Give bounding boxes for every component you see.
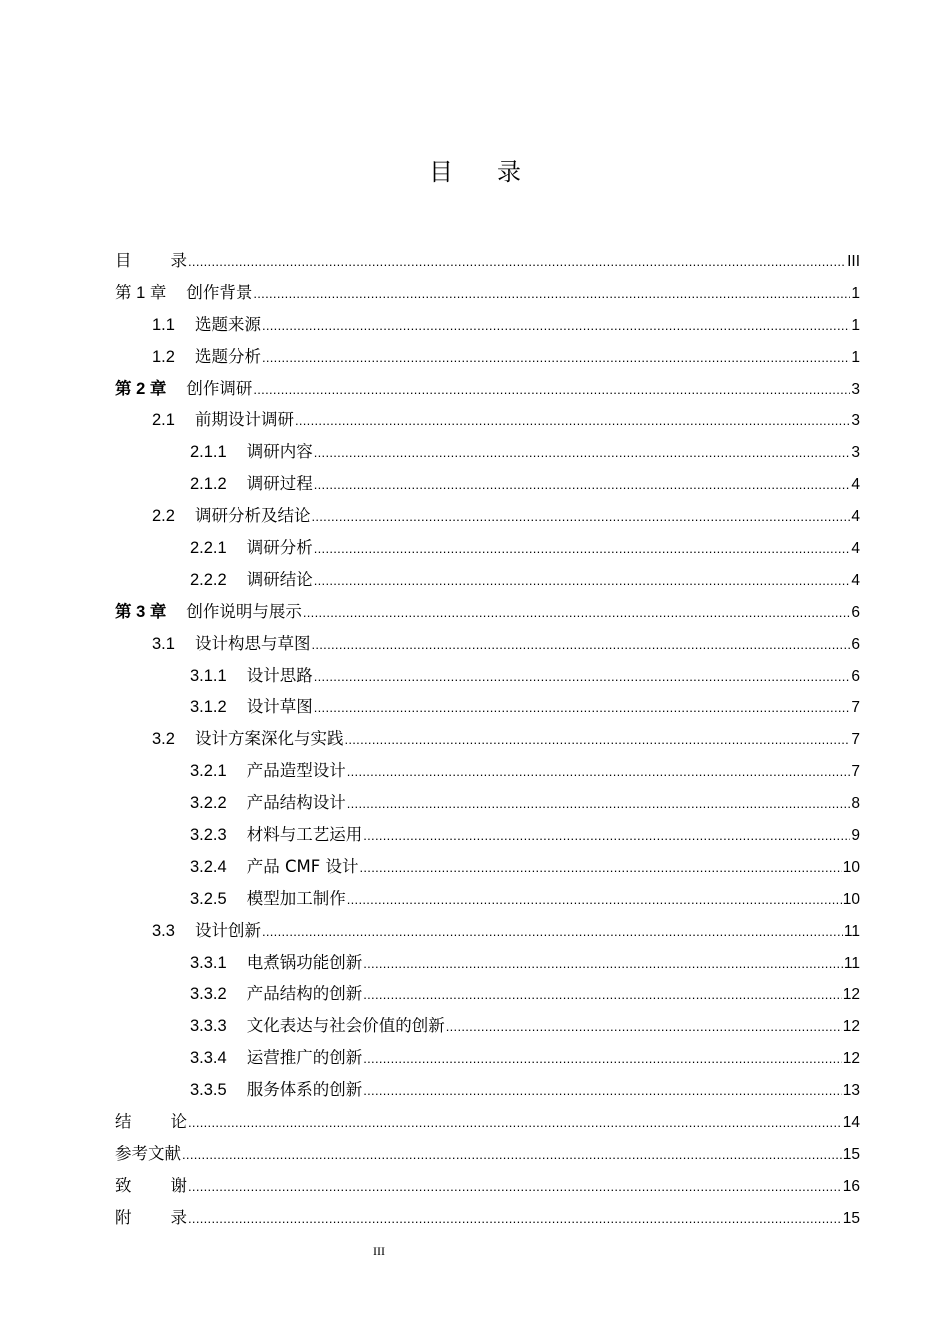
toc-dot-leader [314, 661, 851, 693]
toc-entry-number: 3.2.1 [190, 762, 227, 781]
toc-entry-label: 模型加工制作 [246, 888, 346, 908]
toc-entry[interactable] [115, 564, 860, 596]
toc-entry-number: 2.2.1 [190, 539, 227, 558]
toc-dot-leader [363, 1075, 842, 1107]
toc-entry-number: 3.2.3 [190, 826, 227, 845]
toc-entry-label: 调研结论 [246, 569, 313, 589]
toc-entry-label: 产品结构设计 [246, 793, 346, 813]
toc-entry-label: 文化表达与社会价值的创新 [246, 1016, 445, 1036]
toc-entry-number: 3.3.1 [190, 953, 227, 972]
toc-entry-page-number: 11 [843, 922, 860, 940]
toc-dot-leader [446, 1011, 842, 1043]
toc-dot-leader [363, 979, 842, 1011]
table-of-contents [115, 245, 860, 1234]
toc-entry-label: 设计方案深化与实践 [194, 729, 344, 749]
toc-entry-number: 第 1 章 [115, 283, 167, 302]
toc-entry-label-char: 论 [170, 1112, 187, 1132]
toc-entry-page-number: 9 [851, 827, 860, 845]
toc-dot-leader [188, 246, 846, 278]
toc-entry-number: 第 2 章 [115, 379, 167, 398]
toc-entry[interactable] [115, 978, 860, 1010]
page-title-char-1: 目 [429, 158, 453, 186]
toc-entry[interactable] [115, 1106, 860, 1138]
toc-entry-page-number: 4 [851, 571, 860, 589]
toc-entry-label: 调研分析及结论 [194, 506, 311, 526]
toc-entry-label: 设计草图 [246, 697, 313, 717]
toc-dot-leader [303, 597, 851, 629]
toc-entry-page-number: 12 [842, 1050, 860, 1068]
toc-entry-page-number: 7 [851, 731, 860, 749]
toc-dot-leader [347, 884, 842, 916]
toc-entry-label-char: 谢 [170, 1175, 187, 1195]
toc-entry-page-number: 1 [851, 348, 860, 366]
toc-entry-page-number: 4 [851, 540, 860, 558]
toc-entry-label: 材料与工艺运用 [246, 825, 363, 845]
toc-entry[interactable] [115, 1074, 860, 1106]
toc-entry-number: 3.1.1 [190, 666, 227, 685]
toc-dot-leader [363, 1043, 842, 1075]
toc-entry[interactable] [115, 947, 860, 979]
page-title [0, 156, 950, 188]
toc-entry-page-number: 12 [842, 1018, 860, 1036]
toc-entry-page-number: 15 [842, 1209, 860, 1227]
toc-entry[interactable] [115, 532, 860, 564]
toc-entry[interactable] [115, 691, 860, 723]
toc-dot-leader [311, 501, 850, 533]
toc-entry-page-number: 10 [842, 890, 860, 908]
toc-entry[interactable] [115, 468, 860, 500]
toc-dot-leader [295, 405, 850, 437]
toc-entry-label-char: 录 [170, 251, 187, 270]
toc-entry[interactable] [115, 915, 860, 947]
toc-entry-number: 1.1 [152, 315, 175, 334]
toc-dot-leader [314, 565, 851, 597]
toc-dot-leader [363, 948, 843, 980]
toc-entry-label: 电煮锅功能创新 [246, 952, 363, 972]
toc-entry-label: 设计构思与草图 [194, 633, 311, 653]
toc-entry[interactable] [115, 277, 860, 309]
toc-entry-page-number: 15 [842, 1145, 860, 1163]
toc-entry-page-number: 11 [843, 954, 860, 972]
toc-dot-leader [188, 1203, 842, 1235]
toc-entry-page-number: III [847, 253, 860, 270]
toc-dot-leader [314, 533, 851, 565]
toc-entry-page-number: 3 [851, 412, 860, 430]
toc-entry-label [115, 245, 187, 277]
toc-entry-label-char: 目 [115, 251, 132, 270]
toc-entry-number: 2.2 [152, 507, 175, 526]
toc-entry-number: 2.2.2 [190, 570, 227, 589]
toc-entry-number: 3.2.4 [190, 857, 227, 876]
toc-entry-label: 产品 CMF 设计 [246, 856, 359, 876]
toc-entry[interactable] [115, 436, 860, 468]
toc-entry-number: 2.1.1 [190, 443, 227, 462]
toc-dot-leader [347, 756, 851, 788]
page-footer-number: III [373, 1244, 385, 1258]
toc-entry-number: 1.2 [152, 347, 175, 366]
toc-entry-label [115, 1106, 187, 1138]
toc-entry-label: 调研内容 [246, 442, 313, 462]
toc-entry-page-number: 1 [851, 284, 860, 302]
toc-dot-leader [359, 852, 841, 884]
toc-entry-label: 创作调研 [186, 378, 253, 398]
page-title-char-2: 录 [497, 158, 521, 186]
toc-dot-leader [314, 437, 851, 469]
toc-entry[interactable] [115, 245, 860, 277]
toc-entry-page-number: 4 [851, 508, 860, 526]
toc-dot-leader [253, 278, 850, 310]
toc-entry-number: 2.1 [152, 411, 175, 430]
toc-entry-label-char: 附 [115, 1207, 132, 1227]
toc-entry-page-number: 7 [851, 763, 860, 781]
toc-entry[interactable] [115, 660, 860, 692]
toc-dot-leader [262, 342, 850, 374]
toc-entry-label: 设计创新 [194, 920, 261, 940]
toc-entry-label: 产品结构的创新 [246, 984, 363, 1004]
toc-dot-leader [188, 1171, 842, 1203]
toc-entry[interactable] [115, 755, 860, 787]
toc-dot-leader [253, 374, 850, 406]
toc-entry[interactable] [115, 1010, 860, 1042]
toc-entry-page-number: 6 [851, 667, 860, 685]
toc-entry-number: 3.3.5 [190, 1081, 227, 1100]
toc-entry[interactable] [115, 1170, 860, 1202]
toc-entry-label-char: 录 [170, 1207, 187, 1227]
toc-entry[interactable] [115, 596, 860, 628]
toc-entry-label: 运营推广的创新 [246, 1048, 363, 1068]
toc-entry-page-number: 6 [851, 603, 860, 621]
toc-dot-leader [188, 1107, 842, 1139]
toc-dot-leader [262, 916, 843, 948]
toc-entry-page-number: 7 [851, 699, 860, 717]
toc-entry[interactable] [115, 723, 860, 755]
toc-entry[interactable] [115, 500, 860, 532]
toc-entry-page-number: 3 [851, 380, 860, 398]
toc-entry-label: 调研分析 [246, 538, 313, 558]
toc-entry-label: 调研过程 [246, 474, 313, 494]
toc-entry-label-char: 结 [115, 1112, 132, 1132]
toc-entry-page-number: 14 [842, 1114, 860, 1132]
toc-entry-page-number: 6 [851, 635, 860, 653]
toc-entry-label: 设计思路 [246, 665, 313, 685]
toc-dot-leader [347, 788, 851, 820]
toc-entry[interactable] [115, 341, 860, 373]
toc-entry-page-number: 8 [851, 795, 860, 813]
toc-entry-label-char: 致 [115, 1175, 132, 1195]
toc-entry-page-number: 10 [842, 858, 860, 876]
toc-entry-number: 3.3.4 [190, 1049, 227, 1068]
toc-entry-number: 3.3.2 [190, 985, 227, 1004]
toc-dot-leader [182, 1139, 842, 1171]
toc-entry[interactable] [115, 1042, 860, 1074]
toc-entry[interactable] [115, 628, 860, 660]
toc-entry-number: 3.2 [152, 730, 175, 749]
toc-entry-number: 第 3 章 [115, 602, 167, 621]
toc-entry-label: 选题分析 [194, 346, 261, 366]
toc-entry[interactable] [115, 373, 860, 405]
toc-entry-page-number: 12 [842, 986, 860, 1004]
toc-entry-label: 选题来源 [194, 314, 261, 334]
toc-entry-label [115, 1170, 187, 1202]
toc-entry-label: 创作说明与展示 [186, 601, 302, 621]
toc-dot-leader [344, 724, 850, 756]
toc-entry[interactable] [115, 851, 860, 883]
toc-entry[interactable] [115, 309, 860, 341]
toc-entry-number: 3.2.2 [190, 794, 227, 813]
toc-entry-page-number: 1 [851, 316, 860, 334]
toc-dot-leader [314, 692, 851, 724]
toc-dot-leader [311, 629, 850, 661]
toc-entry-label: 参考文献 [115, 1143, 181, 1163]
toc-entry[interactable] [115, 883, 860, 915]
toc-entry[interactable] [115, 1138, 860, 1170]
toc-dot-leader [363, 820, 850, 852]
toc-entry-label [115, 1202, 187, 1234]
toc-entry[interactable] [115, 819, 860, 851]
toc-entry[interactable] [115, 1202, 860, 1234]
toc-entry-label: 产品造型设计 [246, 761, 346, 781]
toc-entry-page-number: 3 [851, 444, 860, 462]
toc-entry-number: 3.2.5 [190, 889, 227, 908]
toc-entry[interactable] [115, 404, 860, 436]
toc-entry-page-number: 4 [851, 476, 860, 494]
toc-entry[interactable] [115, 787, 860, 819]
toc-entry-label: 创作背景 [186, 282, 253, 302]
toc-dot-leader [262, 310, 850, 342]
toc-entry-number: 2.1.2 [190, 475, 227, 494]
toc-entry-page-number: 16 [842, 1177, 860, 1195]
toc-entry-number: 3.3.3 [190, 1017, 227, 1036]
toc-entry-label: 前期设计调研 [194, 410, 294, 430]
toc-dot-leader [314, 469, 851, 501]
toc-entry-number: 3.1 [152, 634, 175, 653]
toc-entry-number: 3.3 [152, 921, 175, 940]
toc-entry-number: 3.1.2 [190, 698, 227, 717]
toc-entry-label: 服务体系的创新 [246, 1080, 363, 1100]
toc-entry-page-number: 13 [842, 1082, 860, 1100]
